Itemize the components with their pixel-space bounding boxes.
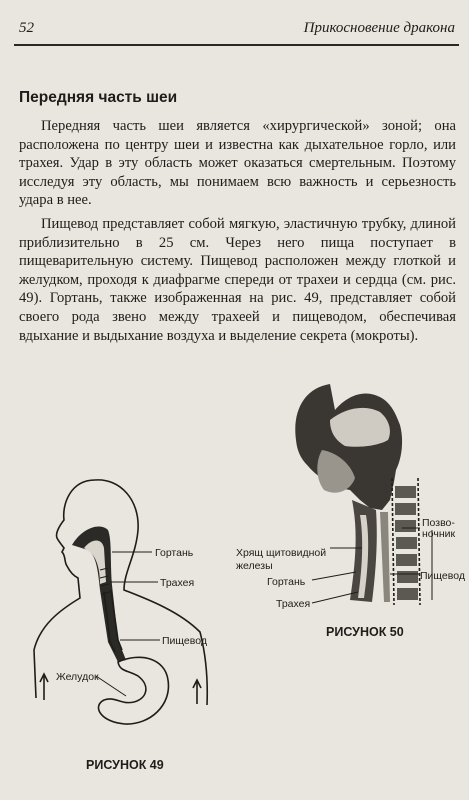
vertebrae — [395, 486, 418, 600]
arrow-left — [40, 674, 48, 700]
stomach-shape — [99, 657, 169, 724]
fig50-caption: РИСУНОК 50 — [326, 625, 404, 639]
fig49-label-larynx: Гортань — [155, 547, 194, 559]
fig49-label-esophagus: Пищевод — [162, 635, 207, 647]
leader-stomach — [96, 676, 126, 696]
fig50-label-thyroid-1: Хрящ щитовидной — [236, 547, 327, 559]
fig50-label-esophagus: Пищевод — [420, 570, 465, 582]
fig49-caption: РИСУНОК 49 — [86, 758, 164, 772]
paragraph-2: Пищевод представляет собой мягкую, эластичную трубку, длиной приблизительно в 25 см. Через него пища поступает в пищеварительную систему. Пищевод расположен между глоткой и желудком, проходя к диафрагме спереди от трахеи и сердца (см. рис. 49). Гортань, также изображенная на рис. 49, представляет собой своего рода звено между трахеей и пищеводом, обеспечивая вдыхание и выдыхание воздуха и выделение секрета (мокроты). — [19, 215, 456, 344]
page-number: 52 — [19, 20, 34, 36]
fig50-label-larynx: Гортань — [267, 576, 306, 588]
esophagus-lumen — [380, 512, 390, 602]
skull-outline — [295, 384, 402, 510]
fig50-label-spine-2: ночник — [422, 528, 456, 540]
fig49-label-stomach: Желудок — [56, 671, 99, 683]
paragraph-1: Передняя часть шеи является «хирургической» зоной; она расположена по центру шеи и известна как дыхательное горло, или трахея. Удар в эту область может оказаться смертельным. Поэтому исследуя эту область, мы понимаем всю важность и серьезность удара в нее. — [19, 118, 456, 209]
fig50-label-trachea: Трахея — [276, 598, 311, 610]
fig50-label-spine-1: Позво- — [422, 517, 455, 529]
figure-49-drawing — [34, 480, 207, 724]
leader-larynx-50 — [312, 572, 356, 580]
arrow-right — [193, 680, 201, 704]
section-heading: Передняя часть шеи — [19, 89, 178, 106]
running-title: Прикосновение дракона — [303, 20, 455, 36]
body-outline-front — [34, 480, 95, 698]
figure-50-drawing — [295, 384, 432, 605]
fig50-label-thyroid-2: железы — [236, 560, 273, 572]
fig49-label-trachea: Трахея — [160, 577, 195, 589]
